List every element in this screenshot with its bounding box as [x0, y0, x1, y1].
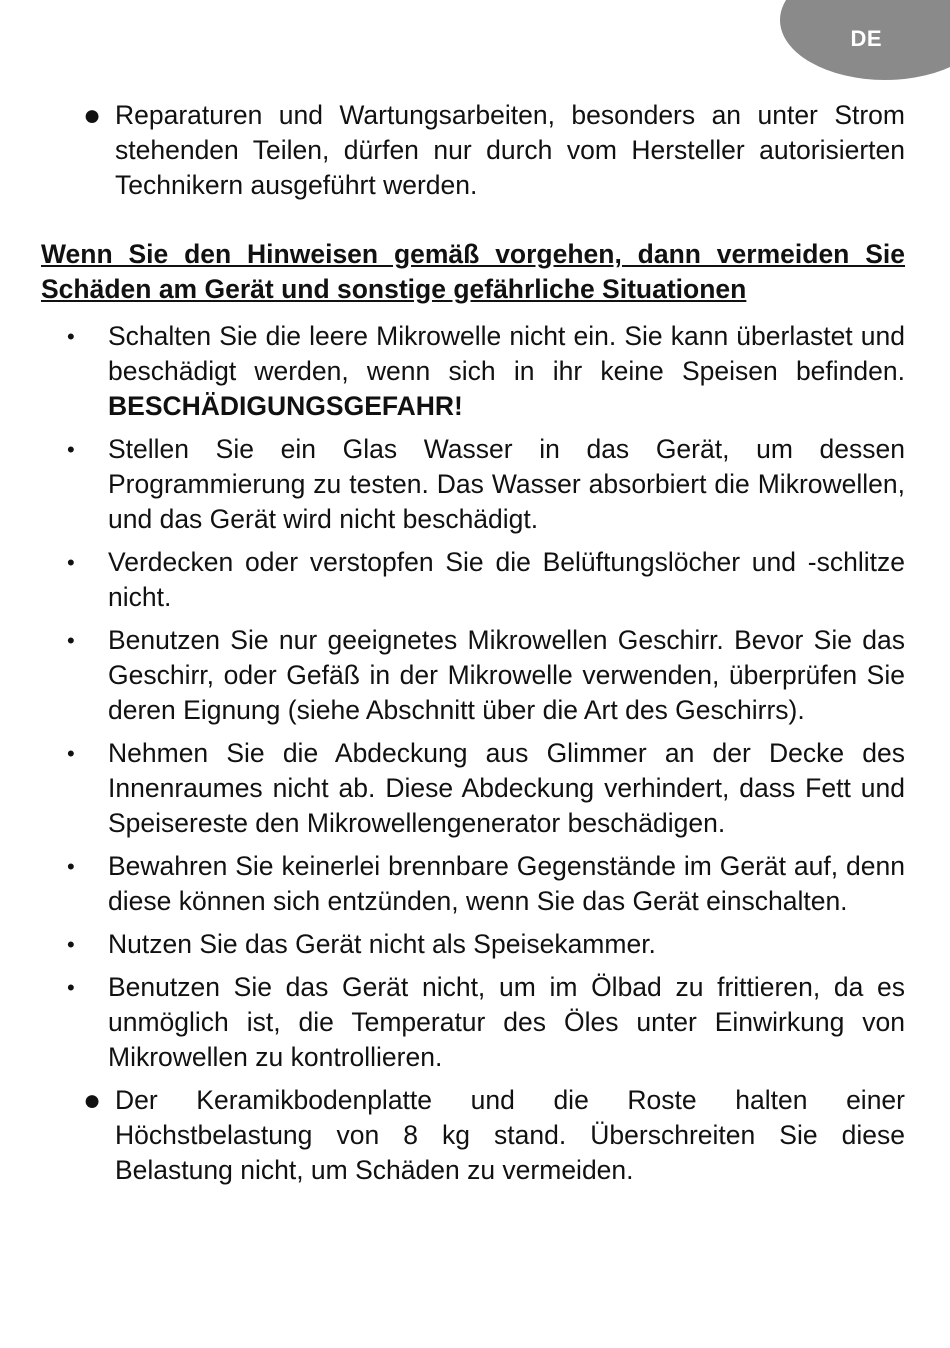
list-item [41, 623, 905, 728]
list-item [41, 970, 905, 1075]
list-item-text: Schalten Sie die leere Mikrowelle nicht ein. Sie kann überlastet und beschädigt werden, wenn sich in ihr keine Speisen befinden. [108, 321, 905, 386]
bullet-icon: • [67, 932, 75, 957]
bullet-icon: • [67, 975, 75, 1000]
list-item [41, 319, 905, 424]
bullet-icon: • [67, 628, 75, 653]
bullet-icon: • [67, 324, 75, 349]
list-item-text: Benutzen Sie nur geeignetes Mikrowellen Geschirr. Bevor Sie das Geschirr, oder Gefäß in der Mikrowelle verwenden, überprüfen Sie deren Eignung (siehe Abschnitt über die Art des Geschirrs). [108, 625, 905, 725]
list-item [41, 545, 905, 615]
warning-text: BESCHÄDIGUNGSGEFAHR! [108, 391, 463, 421]
list-item-text: Stellen Sie ein Glas Wasser in das Gerät, um dessen Programmierung zu testen. Das Wasser absorbiert die Mikrowellen, und das Gerät wird nicht beschädigt. [108, 434, 905, 534]
list-item-text: Nehmen Sie die Abdeckung aus Glimmer an der Decke des Innenraumes nicht ab. Diese Abdeckung verhindert, dass Fett und Speisereste den Mikrowellengenerator beschädigen. [108, 738, 905, 838]
list-item [41, 927, 905, 962]
bullet-icon: • [67, 437, 75, 462]
list-item-text: Nutzen Sie das Gerät nicht als Speisekammer. [108, 929, 656, 959]
bullet-icon: ● [83, 99, 102, 132]
intro-item-text: Reparaturen und Wartungsarbeiten, besonders an unter Strom stehenden Teilen, dürfen nur durch vom Hersteller autorisierten Technikern ausgeführt werden. [115, 100, 905, 200]
list-item-text: Verdecken oder verstopfen Sie die Belüftungslöcher und -schlitze nicht. [108, 547, 905, 612]
list-item [41, 849, 905, 919]
language-label: DE [850, 26, 882, 51]
list-item [41, 1083, 905, 1188]
list-item-text: Bewahren Sie keinerlei brennbare Gegenstände im Gerät auf, denn diese können sich entzünden, wenn Sie das Gerät einschalten. [108, 851, 905, 916]
list-item [41, 432, 905, 537]
bullet-icon: • [67, 550, 75, 575]
list-item-text: Benutzen Sie das Gerät nicht, um im Ölbad zu frittieren, da es unmöglich ist, die Temperatur des Öles unter Einwirkung von Mikrowellen zu kontrollieren. [108, 972, 905, 1072]
bullet-icon: • [67, 854, 75, 879]
final-item-text: Der Keramikbodenplatte und die Roste halten einer Höchstbelastung von 8 kg stand. Überschreiten Sie diese Belastung nicht, um Schäden zu vermeiden. [115, 1085, 905, 1185]
bullet-icon: ● [83, 1084, 102, 1117]
list-item [41, 98, 905, 203]
bullet-icon: • [67, 741, 75, 766]
page-content [41, 98, 905, 1188]
list-item [41, 736, 905, 841]
section-heading: Wenn Sie den Hinweisen gemäß vorgehen, dann vermeiden Sie Schäden am Gerät und sonstige gefährliche Situationen [41, 239, 905, 304]
